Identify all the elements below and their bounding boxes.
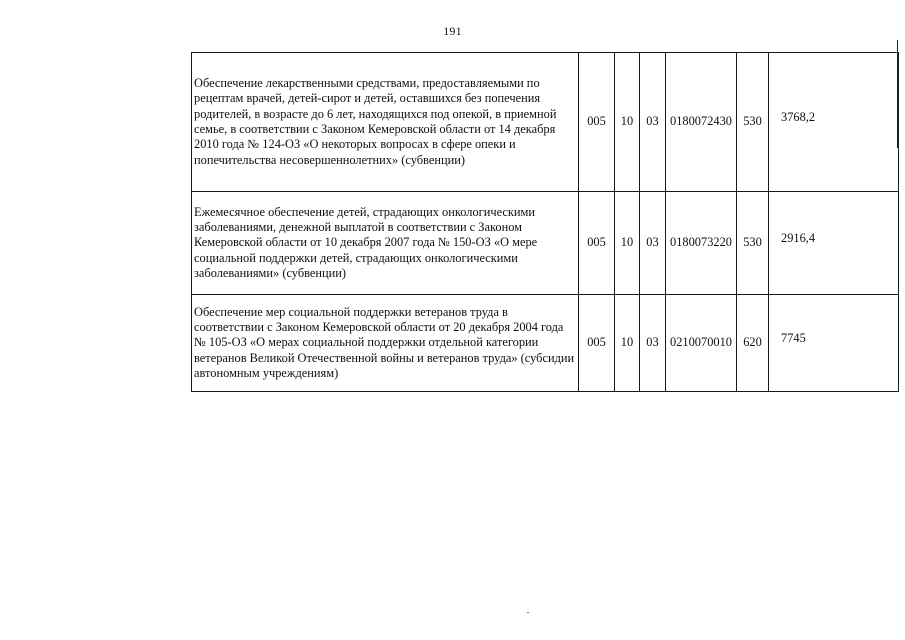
expense-type-cell: 620 [737,295,769,392]
description-cell: Ежемесячное обеспечение детей, страдающих онкологическими заболеваниями, денежной выплатой в соответствии с Законом Кемеровской области от 10 декабря 2007 года № 150-ОЗ «О мере социальной поддержки детей, страдающих онкологическими заболеваниями» (субвенции) [192,192,579,295]
expense-type-cell: 530 [737,53,769,192]
amount-cell [769,192,899,295]
section-code-cell: 10 [615,295,640,392]
amount-value: 3768,2 [781,110,816,125]
target-article-cell: 0180072430 [666,53,737,192]
table-row [192,192,899,295]
table-row [192,295,899,392]
subsection-code-cell: 03 [640,53,666,192]
amount-cell [769,53,899,192]
scan-edge-line [897,40,898,148]
description-cell: Обеспечение мер социальной поддержки ветеранов труда в соответствии с Законом Кемеровской области от 20 декабря 2004 года № 105-ОЗ «О мерах социальной поддержки отдельной категории ветеранов Великой Отечественной войны и ветеранов труда» (субсидии автономным учреждениям) [192,295,579,392]
target-article-cell: 0210070010 [666,295,737,392]
subsection-code-cell: 03 [640,295,666,392]
ministry-code-cell: 005 [579,295,615,392]
amount-value: 2916,4 [781,231,816,246]
target-article-cell: 0180073220 [666,192,737,295]
ministry-code-cell: 005 [579,192,615,295]
amount-cell [769,295,899,392]
budget-table [191,52,899,392]
table-row [192,53,899,192]
amount-value: 7745 [781,331,806,346]
section-code-cell: 10 [615,53,640,192]
page-number: 191 [443,24,462,38]
ministry-code-cell: 005 [579,53,615,192]
scan-speck [527,612,529,613]
subsection-code-cell: 03 [640,192,666,295]
description-cell: Обеспечение лекарственными средствами, предоставляемыми по рецептам врачей, детей-сирот и детей, оставшихся без попечения родителей, в возрасте до 6 лет, находящихся под опекой, в приемной семье, в соответствии с Законом Кемеровской области от 14 декабря 2010 года № 124-ОЗ «О некоторых вопросах в сфере опеки и попечительства несовершеннолетних» (субвенции) [192,53,579,192]
expense-type-cell: 530 [737,192,769,295]
section-code-cell: 10 [615,192,640,295]
